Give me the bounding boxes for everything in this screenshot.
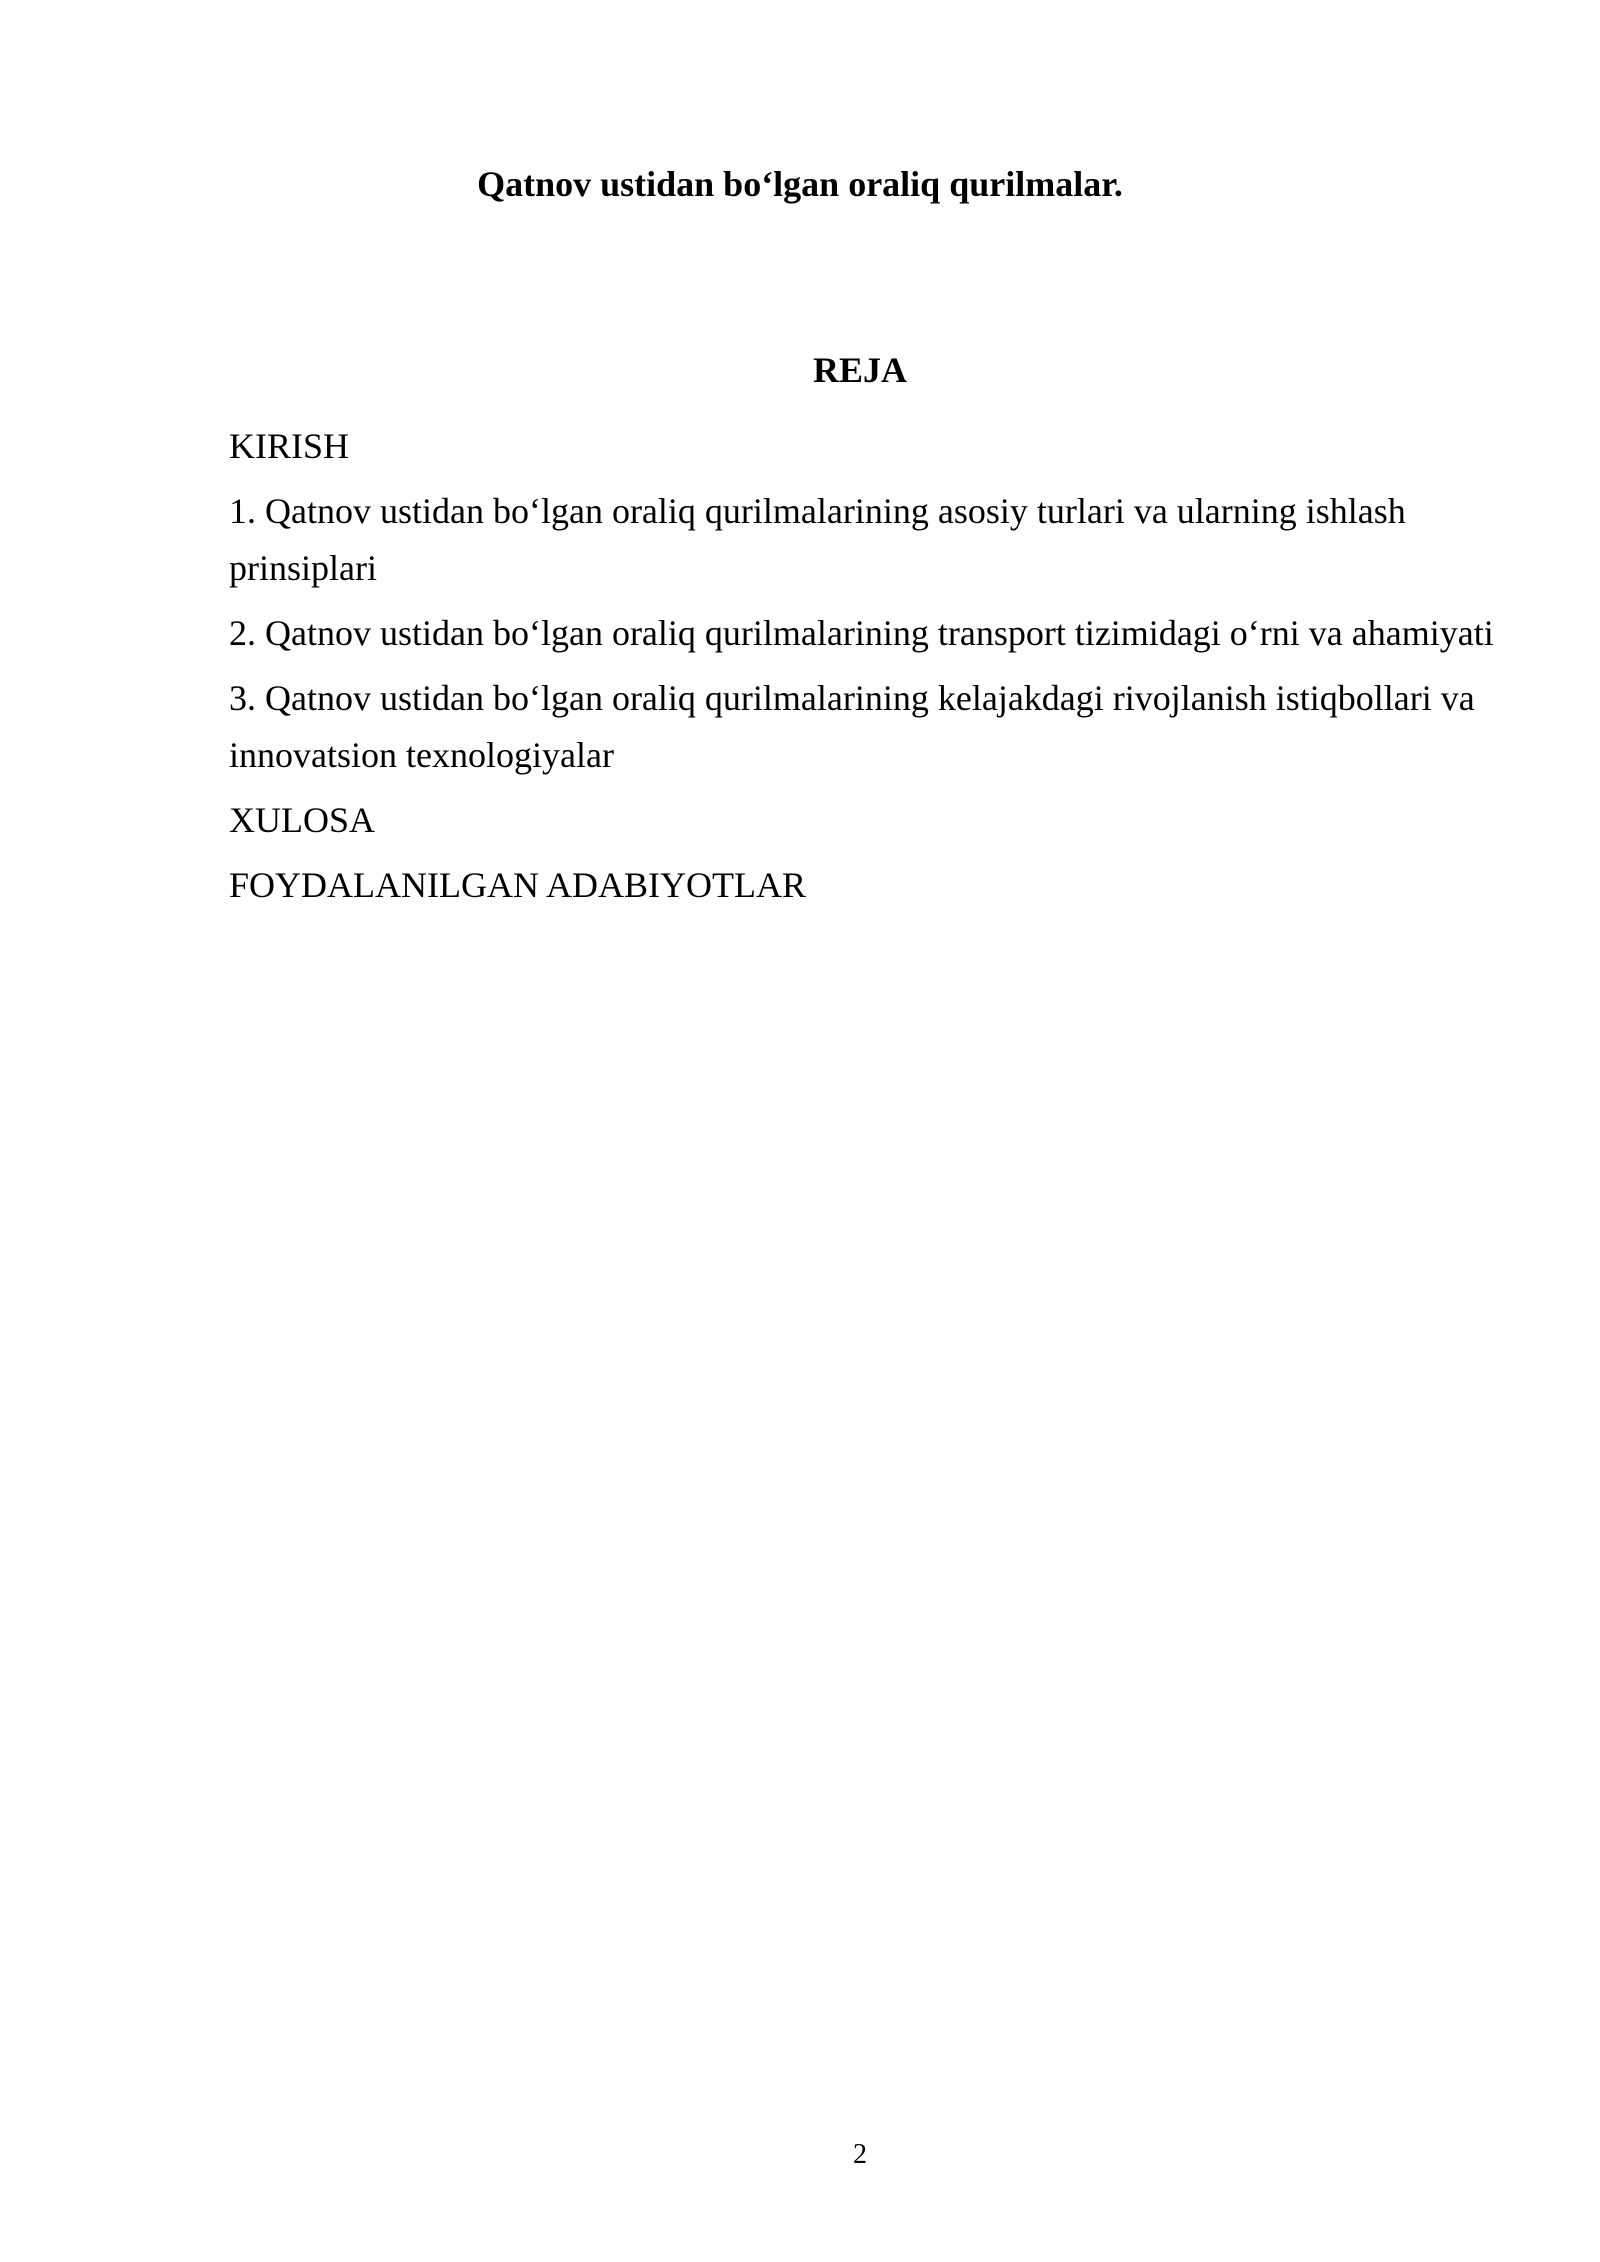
plan-item-conclusion: XULOSA: [229, 800, 376, 840]
plan-item-3: 3. Qatnov ustidan bo‘lgan oraliq qurilmalarining kelajakdagi rivojlanish istiqbollari va innovatsion texnologiyalar: [229, 678, 1475, 775]
plan-item-references: FOYDALANILGAN ADABIYOTLAR: [229, 865, 806, 905]
plan-heading: REJA: [812, 350, 907, 390]
page-number: 2: [853, 2139, 867, 2170]
plan-item-1: 1. Qatnov ustidan bo‘lgan oraliq qurilmalarining asosiy turlari va ularning ishlash prinsiplari: [229, 491, 1406, 588]
document-title: Qatnov ustidan bo‘lgan oraliq qurilmalar.: [477, 164, 1123, 204]
plan-list: [229, 418, 1499, 922]
plan-item-2: 2. Qatnov ustidan bo‘lgan oraliq qurilmalarining transport tizimidagi o‘rni va ahamiyati: [229, 613, 1494, 653]
plan-item-introduction: KIRISH: [229, 426, 350, 466]
